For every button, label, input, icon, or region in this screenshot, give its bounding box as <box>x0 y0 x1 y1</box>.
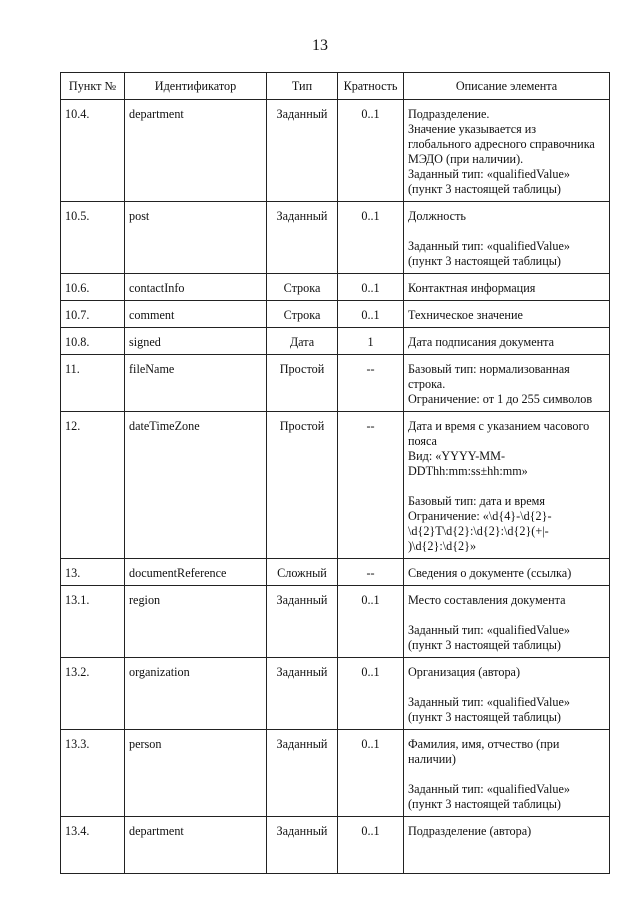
identifier-cell: signed <box>125 328 267 355</box>
type-cell: Простой <box>267 412 338 559</box>
table-row <box>61 328 610 355</box>
description-line: Дата и время с указанием часового <box>408 419 590 433</box>
description-line: Значение указывается из <box>408 122 537 136</box>
description-line: (пункт 3 настоящей таблицы) <box>408 710 561 724</box>
description-cell <box>404 559 610 586</box>
table-row <box>61 301 610 328</box>
item-number-cell: 10.8. <box>61 328 125 355</box>
item-number-cell: 12. <box>61 412 125 559</box>
multiplicity-cell: 0..1 <box>338 100 404 202</box>
type-cell: Заданный <box>267 586 338 658</box>
description-line: Ограничение: «\d{4}-\d{2}- <box>408 509 552 523</box>
multiplicity-cell: -- <box>338 355 404 412</box>
multiplicity-cell: -- <box>338 559 404 586</box>
description-line: наличии) <box>408 752 456 766</box>
description-line: Должность <box>408 209 466 223</box>
description-line: (пункт 3 настоящей таблицы) <box>408 182 561 196</box>
description-line: (пункт 3 настоящей таблицы) <box>408 254 561 268</box>
page-number: 13 <box>312 37 328 54</box>
multiplicity-cell: 0..1 <box>338 658 404 730</box>
identifier-cell: documentReference <box>125 559 267 586</box>
identifier-cell: post <box>125 202 267 274</box>
description-line: Фамилия, имя, отчество (при <box>408 737 560 751</box>
multiplicity-cell: 0..1 <box>338 730 404 817</box>
description-line: Техническое значение <box>408 308 523 322</box>
header-identifier: Идентификатор <box>125 73 267 100</box>
type-cell: Заданный <box>267 202 338 274</box>
description-line: Подразделение (автора) <box>408 824 532 838</box>
type-cell: Заданный <box>267 730 338 817</box>
item-number-cell: 10.4. <box>61 100 125 202</box>
description-line: Место составления документа <box>408 593 566 607</box>
type-cell: Заданный <box>267 817 338 874</box>
description-line <box>408 767 605 782</box>
description-line: (пункт 3 настоящей таблицы) <box>408 797 561 811</box>
identifier-cell: dateTimeZone <box>125 412 267 559</box>
description-line: Заданный тип: «qualifiedValue» <box>408 695 570 709</box>
description-line: Заданный тип: «qualifiedValue» <box>408 782 570 796</box>
description-cell <box>404 412 610 559</box>
item-number-cell: 13. <box>61 559 125 586</box>
table-row <box>61 586 610 658</box>
identifier-cell: person <box>125 730 267 817</box>
description-line: Дата подписания документа <box>408 335 555 349</box>
table-row <box>61 730 610 817</box>
type-cell: Заданный <box>267 658 338 730</box>
header-type: Тип <box>267 73 338 100</box>
description-line: глобального адресного справочника <box>408 137 595 151</box>
description-cell <box>404 202 610 274</box>
description-cell <box>404 586 610 658</box>
multiplicity-cell: 0..1 <box>338 202 404 274</box>
header-item-number: Пункт № <box>61 73 125 100</box>
description-line: Подразделение. <box>408 107 490 121</box>
table-body <box>61 100 610 874</box>
item-number-cell: 13.1. <box>61 586 125 658</box>
description-line <box>408 224 605 239</box>
description-line: Заданный тип: «qualifiedValue» <box>408 167 570 181</box>
table-header-row <box>61 73 610 100</box>
multiplicity-cell: 0..1 <box>338 301 404 328</box>
element-spec-table <box>60 72 610 874</box>
description-cell <box>404 328 610 355</box>
description-cell <box>404 730 610 817</box>
identifier-cell: fileName <box>125 355 267 412</box>
header-multiplicity: Кратность <box>338 73 404 100</box>
multiplicity-cell: 0..1 <box>338 586 404 658</box>
description-line: DDThh:mm:ss±hh:mm» <box>408 464 528 478</box>
description-line: Организация (автора) <box>408 665 521 679</box>
item-number-cell: 11. <box>61 355 125 412</box>
identifier-cell: department <box>125 100 267 202</box>
multiplicity-cell: 1 <box>338 328 404 355</box>
type-cell: Простой <box>267 355 338 412</box>
table-row <box>61 274 610 301</box>
table-row <box>61 817 610 874</box>
table-row <box>61 202 610 274</box>
description-line: Базовый тип: нормализованная <box>408 362 570 376</box>
type-cell: Дата <box>267 328 338 355</box>
identifier-cell: contactInfo <box>125 274 267 301</box>
multiplicity-cell: 0..1 <box>338 274 404 301</box>
description-cell <box>404 100 610 202</box>
item-number-cell: 10.6. <box>61 274 125 301</box>
item-number-cell: 10.7. <box>61 301 125 328</box>
item-number-cell: 13.4. <box>61 817 125 874</box>
description-line: (пункт 3 настоящей таблицы) <box>408 638 561 652</box>
table-row <box>61 412 610 559</box>
table-row <box>61 355 610 412</box>
description-cell <box>404 355 610 412</box>
description-line <box>408 680 605 695</box>
description-line: пояса <box>408 434 437 448</box>
item-number-cell: 10.5. <box>61 202 125 274</box>
description-line: Контактная информация <box>408 281 536 295</box>
description-cell <box>404 274 610 301</box>
description-line: МЭДО (при наличии). <box>408 152 524 166</box>
description-line: \d{2}T\d{2}:\d{2}:\d{2}(+|- <box>408 524 549 538</box>
identifier-cell: comment <box>125 301 267 328</box>
description-line: Заданный тип: «qualifiedValue» <box>408 623 570 637</box>
description-line <box>408 854 605 869</box>
description-cell <box>404 301 610 328</box>
type-cell: Сложный <box>267 559 338 586</box>
description-line: строка. <box>408 377 446 391</box>
table-row <box>61 658 610 730</box>
type-cell: Строка <box>267 301 338 328</box>
header-description: Описание элемента <box>404 73 610 100</box>
description-cell <box>404 658 610 730</box>
identifier-cell: organization <box>125 658 267 730</box>
identifier-cell: region <box>125 586 267 658</box>
multiplicity-cell: 0..1 <box>338 817 404 874</box>
item-number-cell: 13.2. <box>61 658 125 730</box>
description-line: )\d{2}:\d{2}» <box>408 539 477 553</box>
identifier-cell: department <box>125 817 267 874</box>
description-line <box>408 479 605 494</box>
item-number-cell: 13.3. <box>61 730 125 817</box>
description-line: Заданный тип: «qualifiedValue» <box>408 239 570 253</box>
description-cell <box>404 817 610 874</box>
description-line: Сведения о документе (ссылка) <box>408 566 572 580</box>
type-cell: Строка <box>267 274 338 301</box>
type-cell: Заданный <box>267 100 338 202</box>
description-line <box>408 608 605 623</box>
description-line: Вид: «YYYY-MM- <box>408 449 506 463</box>
multiplicity-cell: -- <box>338 412 404 559</box>
table-row <box>61 100 610 202</box>
description-line: Ограничение: от 1 до 255 символов <box>408 392 593 406</box>
description-line <box>408 839 605 854</box>
description-line: Базовый тип: дата и время <box>408 494 545 508</box>
table-row <box>61 559 610 586</box>
